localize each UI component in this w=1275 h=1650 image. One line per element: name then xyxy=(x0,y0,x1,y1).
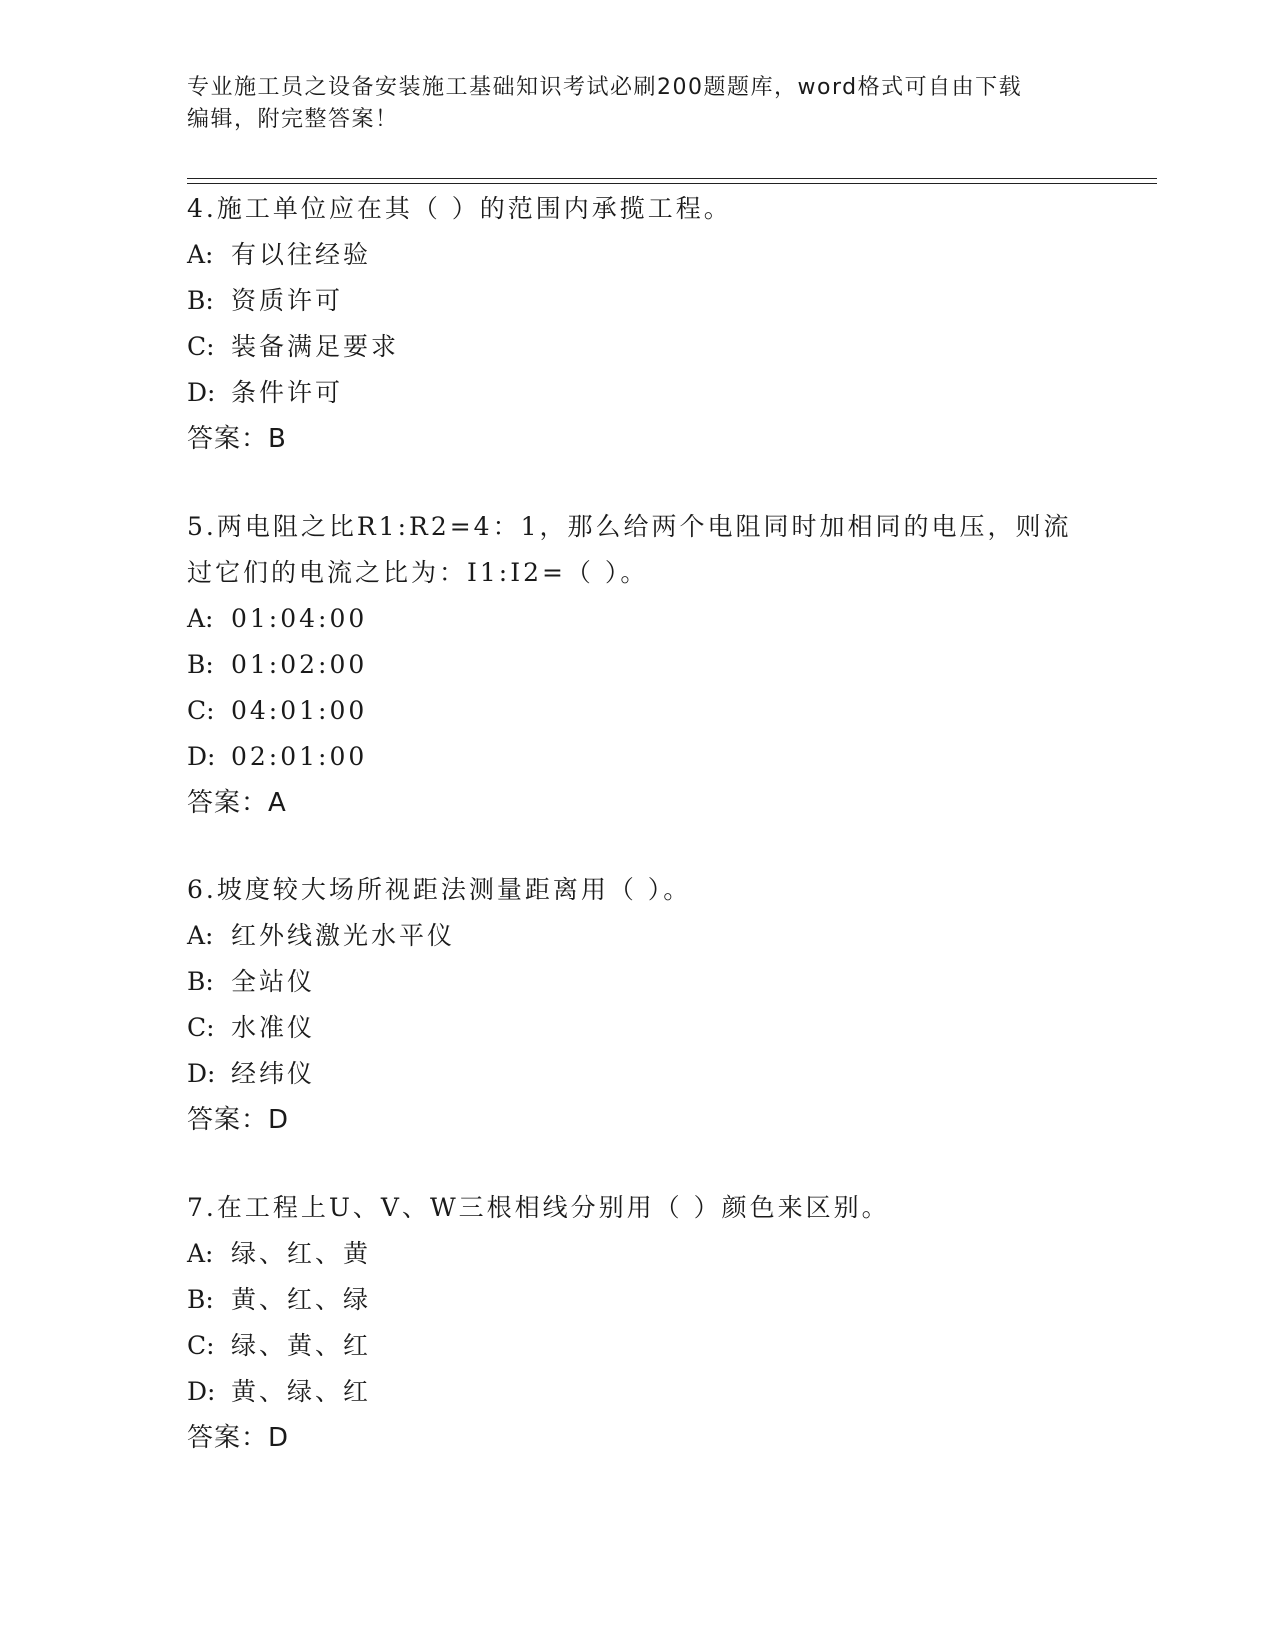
question-6 xyxy=(187,867,1087,1143)
option-a xyxy=(187,913,1087,959)
header-line-2: 编辑，附完整答案！ xyxy=(187,107,399,132)
option-text: 04:01:00 xyxy=(231,696,368,725)
option-text: 有以往经验 xyxy=(231,240,372,269)
option-text: 绿、红、黄 xyxy=(231,1239,372,1268)
option-letter: D: xyxy=(187,742,216,771)
option-text: 01:04:00 xyxy=(231,604,368,633)
option-letter: B: xyxy=(187,1285,214,1314)
question-stem: 6.坡度较大场所视距法测量距离用（ ）。 xyxy=(187,875,692,904)
option-text: 01:02:00 xyxy=(231,650,368,679)
option-text: 水准仪 xyxy=(231,1013,316,1042)
option-text: 资质许可 xyxy=(231,286,344,315)
option-text: 黄、红、绿 xyxy=(231,1285,372,1314)
option-d xyxy=(187,734,1087,780)
option-text: 条件许可 xyxy=(231,378,344,407)
answer-label: 答案：A xyxy=(187,788,287,818)
question-stem: 5.两电阻之比R1:R2=4：1，那么给两个电阻同时加相同的电压，则流过它们的电流之比为：I1:I2=（ ）。 xyxy=(187,512,1072,587)
answer-label: 答案：D xyxy=(187,1105,290,1135)
answer-label: 答案：D xyxy=(187,1423,290,1453)
option-letter: B: xyxy=(187,286,214,315)
option-letter: D: xyxy=(187,1377,216,1406)
option-d xyxy=(187,1051,1087,1097)
option-b xyxy=(187,959,1087,1005)
question-7 xyxy=(187,1185,1087,1461)
option-text: 红外线激光水平仪 xyxy=(231,921,456,950)
header-line-1: 专业施工员之设备安装施工基础知识考试必刷200题题库，word格式可自由下载 xyxy=(187,75,1023,100)
option-letter: A: xyxy=(187,1239,214,1268)
option-text: 黄、绿、红 xyxy=(231,1377,372,1406)
option-d xyxy=(187,1369,1087,1415)
option-letter: B: xyxy=(187,650,214,679)
option-letter: C: xyxy=(187,332,215,361)
option-d xyxy=(187,370,1087,416)
option-letter: C: xyxy=(187,1013,215,1042)
option-letter: B: xyxy=(187,967,214,996)
option-c xyxy=(187,324,1087,370)
document-header xyxy=(187,72,1067,136)
option-text: 02:01:00 xyxy=(231,742,368,771)
header-rule-top xyxy=(187,178,1157,179)
option-letter: C: xyxy=(187,1331,215,1360)
option-letter: A: xyxy=(187,921,214,950)
option-text: 经纬仪 xyxy=(231,1059,316,1088)
option-b xyxy=(187,1277,1087,1323)
option-text: 全站仪 xyxy=(231,967,316,996)
question-4 xyxy=(187,186,1087,462)
option-a xyxy=(187,596,1087,642)
option-b xyxy=(187,278,1087,324)
option-letter: D: xyxy=(187,378,216,407)
option-b xyxy=(187,642,1087,688)
option-c xyxy=(187,1323,1087,1369)
option-c xyxy=(187,1005,1087,1051)
header-rule-bottom xyxy=(187,183,1157,184)
question-stem: 7.在工程上U、V、W三根相线分别用（ ）颜色来区别。 xyxy=(187,1193,890,1222)
option-letter: D: xyxy=(187,1059,216,1088)
option-a xyxy=(187,1231,1087,1277)
question-stem: 4.施工单位应在其（ ）的范围内承揽工程。 xyxy=(187,194,732,223)
answer-label: 答案：B xyxy=(187,424,287,454)
option-letter: C: xyxy=(187,696,215,725)
option-text: 装备满足要求 xyxy=(231,332,400,361)
option-c xyxy=(187,688,1087,734)
option-a xyxy=(187,232,1087,278)
question-5 xyxy=(187,504,1087,826)
option-letter: A: xyxy=(187,240,214,269)
option-text: 绿、黄、红 xyxy=(231,1331,372,1360)
option-letter: A: xyxy=(187,604,214,633)
